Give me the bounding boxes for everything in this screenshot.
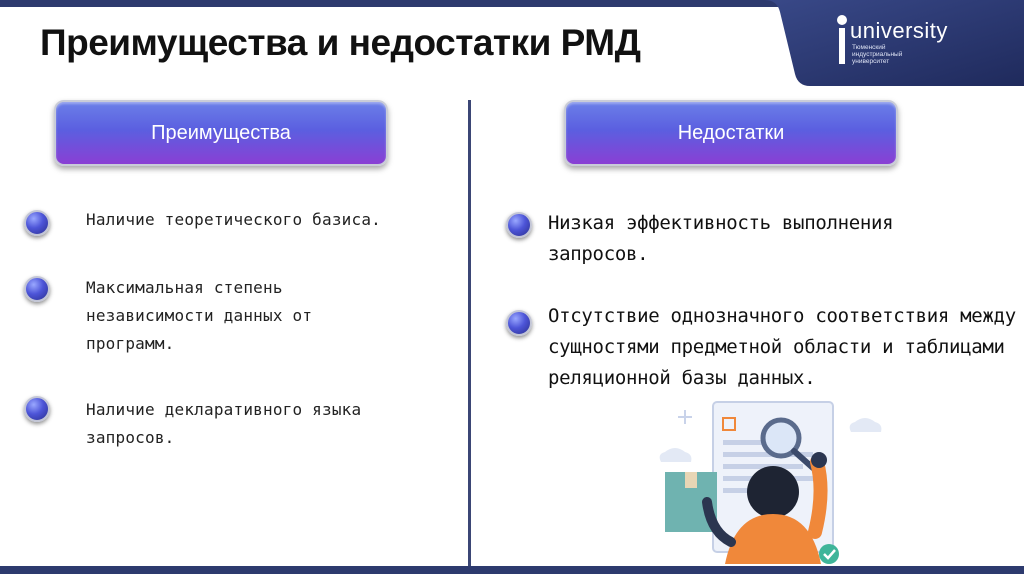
bullet-icon <box>24 210 50 236</box>
bullet-icon <box>506 212 532 238</box>
advantages-header-button[interactable]: Преимущества <box>54 100 388 166</box>
disadvantage-item: Низкая эффективность выполнения запросов. <box>548 212 894 265</box>
column-divider <box>468 100 471 574</box>
bullet-icon <box>24 396 50 422</box>
logo-subtitle: Тюменский индустриальный университет <box>852 44 903 65</box>
disadvantage-item: Отсутствие однозначного соответствия между сущностями предметной области и таблицами реляционной базы данных. <box>548 305 1016 389</box>
logo-name: university <box>850 18 948 43</box>
disadvantages-header-button[interactable]: Недостатки <box>564 100 898 166</box>
page-title: Преимущества и недостатки РМД <box>40 22 641 63</box>
bullet-icon <box>506 310 532 336</box>
advantage-item: Максимальная степень независимости данных от программ. <box>86 278 313 353</box>
university-logo-icon <box>835 14 849 66</box>
advantage-item: Наличие декларативного языка запросов. <box>86 400 362 447</box>
bottom-band <box>0 566 1024 574</box>
research-illustration-icon <box>655 392 895 564</box>
bullet-icon <box>24 276 50 302</box>
advantage-item: Наличие теоретического базиса. <box>86 210 381 229</box>
